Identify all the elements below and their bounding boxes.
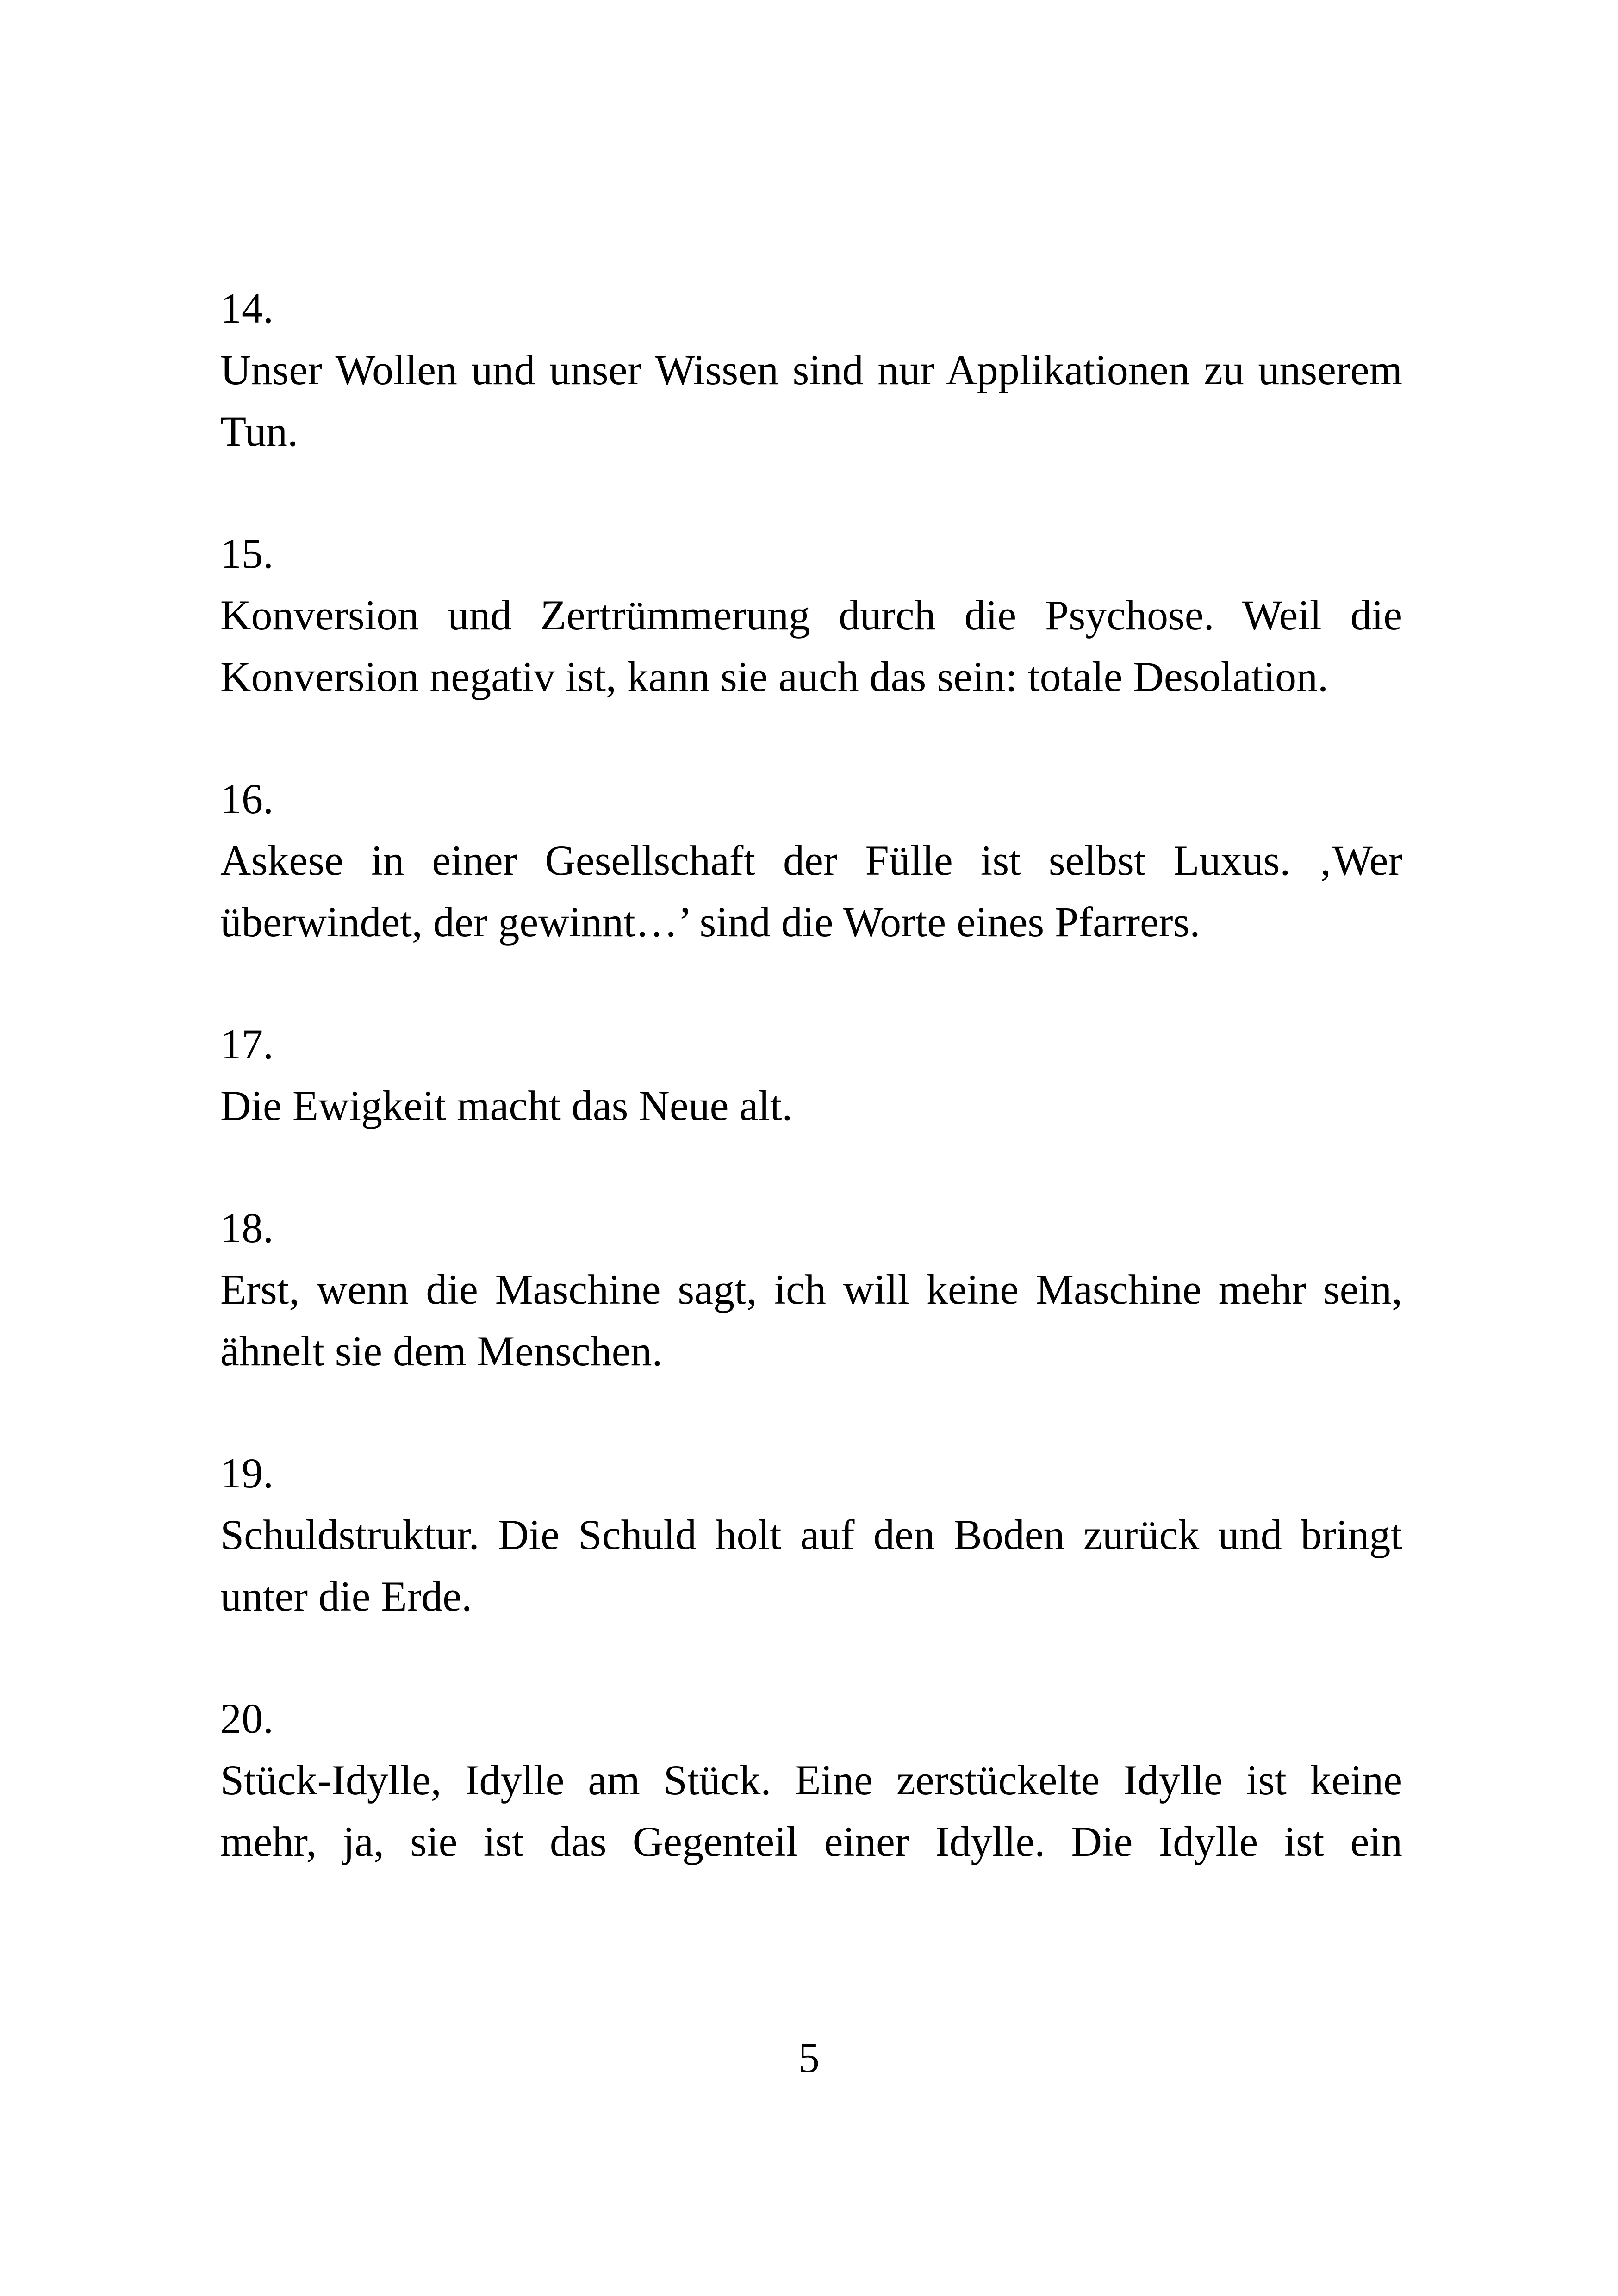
entry-text: Die Ewigkeit macht das Neue alt.	[220, 1082, 793, 1129]
entry-number: 20.	[220, 1695, 274, 1742]
entry-number: 18.	[220, 1204, 274, 1251]
entry-19	[220, 1443, 1402, 1627]
entry-18	[220, 1197, 1402, 1382]
page-number: 5	[798, 2034, 820, 2081]
entry-text: Stück-Idylle, Idylle am Stück. Eine zerstückelte Idylle ist keine mehr, ja, sie ist das Gegenteil einer Idylle. Die Idylle ist ein	[220, 1756, 1402, 1865]
entry-number: 15.	[220, 530, 274, 577]
entry-text: Erst, wenn die Maschine sagt, ich will keine Maschine mehr sein, ähnelt sie dem Menschen.	[220, 1266, 1402, 1375]
entry-text: Askese in einer Gesellschaft der Fülle ist selbst Luxus. ‚Wer überwindet, der gewinnt…’ sind die Worte eines Pfarrers.	[220, 837, 1402, 946]
entry-text: Konversion und Zertrümmerung durch die Psychose. Weil die Konversion negativ ist, kann sie auch das sein: totale Desolation.	[220, 591, 1402, 700]
entry-number: 17.	[220, 1020, 274, 1068]
entry-14	[220, 278, 1402, 462]
entry-16	[220, 768, 1402, 953]
entry-text: Unser Wollen und unser Wissen sind nur Applikationen zu unserem Tun.	[220, 346, 1402, 455]
entry-number: 16.	[220, 775, 274, 822]
entry-15	[220, 523, 1402, 708]
entry-text: Schuldstruktur. Die Schuld holt auf den Boden zurück und bringt unter die Erde.	[220, 1511, 1402, 1620]
entry-number: 14.	[220, 285, 274, 332]
entry-17	[220, 1014, 1402, 1137]
entry-number: 19.	[220, 1450, 274, 1497]
page-content	[220, 278, 1402, 1933]
entry-20	[220, 1688, 1402, 1873]
